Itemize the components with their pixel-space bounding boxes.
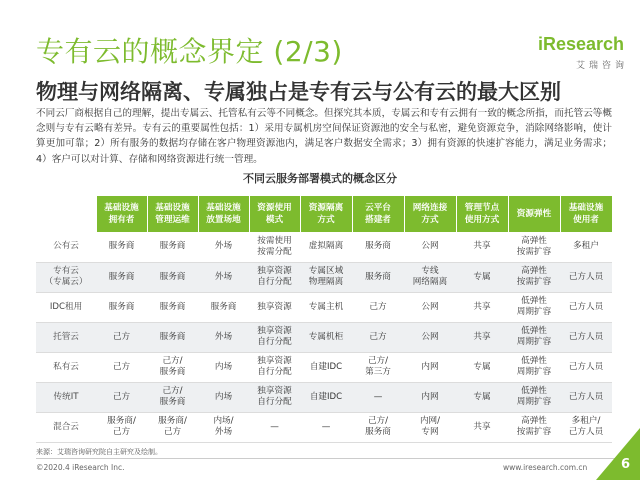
table-cell: 专属主机 [300,292,352,322]
intro-paragraph: 不同云厂商根据自己的理解，提出专属云、托管私有云等不同概念。但探究其本质，专属云和专有云拥有一致的概念所指，而托管云等概念则与专有云略有差异。专有云的重要属性包括：1）采用专属机房空间保证资源池的安全与私密，避免资源竞争，消除网络影响，使计算更加可靠；2）所有服务的数据均存储在客户物理资源池内，满足客户数据安全需求；3）拥有资源的快速扩容能力，满足业务需求；4）客户可以对计算、存储和网络资源进行统一管理。 [36,108,612,165]
table-header-cell: 基础设施 管理运维 [147,196,198,232]
header-corner-cell [36,196,96,232]
table-header-cell: 基础设施 拥有者 [96,196,147,232]
table-cell: 多租户/ 己方人员 [560,412,612,442]
table-cell: 外场 [198,262,249,292]
source-note: 来源：艾瑞咨询研究院自主研究及绘制。 [36,448,162,456]
table-cell: 己方 [96,382,147,412]
table-row [36,232,612,262]
table-cell: 公网 [404,292,456,322]
table-cell: 公网 [404,322,456,352]
table-cell: — [352,382,404,412]
logo-chinese: 艾瑞咨询 [576,61,629,71]
table-cell: 专属 [456,382,508,412]
table-cell: 己方 [352,322,404,352]
table-cell: 内网/ 专网 [404,412,456,442]
page-subtitle: 物理与网络隔离、专属独占是专有云与公有云的最大区别 [36,80,561,104]
table-cell: 高弹性 按需扩容 [508,412,560,442]
row-label-cell: IDC租用 [36,292,96,322]
table-cell: 服务商/ 己方 [147,412,198,442]
table-cell: 己方 [96,322,147,352]
table-cell: — [300,412,352,442]
copyright: ©2020.4 iResearch Inc. [36,463,125,472]
table-row [36,352,612,382]
table-cell: 服务商 [147,232,198,262]
table-cell: 低弹性 周期扩容 [508,382,560,412]
table-cell: 多租户 [560,232,612,262]
table-row [36,412,612,442]
table-cell: 内场/ 外场 [198,412,249,442]
table-cell: 己方人员 [560,382,612,412]
table-cell: 低弹性 周期扩容 [508,352,560,382]
table-cell: 专线 网络隔离 [404,262,456,292]
table-cell: 独享资源 [249,292,300,322]
row-label-cell: 专有云 （专属云） [36,262,96,292]
row-label-cell: 混合云 [36,412,96,442]
table-cell: 共享 [456,232,508,262]
table-cell: 内网 [404,352,456,382]
table-cell: 服务商 [352,262,404,292]
table-cell: 高弹性 按需扩容 [508,232,560,262]
table-cell: 己方 [352,292,404,322]
page-corner-shape [596,428,640,480]
table-cell: 专属区域 物理隔离 [300,262,352,292]
website-link[interactable]: www.iresearch.com.cn [503,463,588,472]
table-header-cell: 管理节点 使用方式 [456,196,508,232]
table-header-cell: 云平台 搭建者 [352,196,404,232]
table-header-cell: 网络连接 方式 [404,196,456,232]
table-cell: 内场 [198,382,249,412]
table-cell: 虚拟隔离 [300,232,352,262]
table-row [36,262,612,292]
table-cell: 服务商 [198,292,249,322]
table-cell: 独享资源 自行分配 [249,322,300,352]
table-cell: 己方/ 服务商 [147,352,198,382]
table-cell: 服务商 [147,262,198,292]
table-row [36,382,612,412]
table-header-cell: 基础设施 使用者 [560,196,612,232]
table-cell: 按需使用 按需分配 [249,232,300,262]
table-title: 不同云服务部署模式的概念区分 [243,172,397,185]
table-cell: 自建IDC [300,352,352,382]
table-cell: 自建IDC [300,382,352,412]
table-header-cell: 资源隔离 方式 [300,196,352,232]
table-cell: 己方/ 服务商 [352,412,404,442]
table-cell: 己方人员 [560,262,612,292]
table-cell: 己方/ 第三方 [352,352,404,382]
table-header-cell: 资源使用 模式 [249,196,300,232]
table-cell: 服务商 [352,232,404,262]
row-label-cell: 私有云 [36,352,96,382]
table-header-row [36,196,612,232]
page-number-badge [596,428,640,480]
page-title: 专有云的概念界定 (2/3) [36,35,343,68]
table-cell: 低弹性 周期扩容 [508,292,560,322]
iresearch-logo [538,34,630,74]
table-cell: 己方人员 [560,322,612,352]
row-label-cell: 公有云 [36,232,96,262]
table-cell: 服务商 [147,322,198,352]
row-label-cell: 传统IT [36,382,96,412]
table-cell: 专属 [456,352,508,382]
table-cell: 公网 [404,232,456,262]
table-cell: 专属机柜 [300,322,352,352]
footer-divider [36,458,616,459]
table-cell: 共享 [456,322,508,352]
table-cell: 服务商 [147,292,198,322]
table-cell: 专属 [456,262,508,292]
table-cell: 服务商 [96,262,147,292]
table-cell: 服务商/ 己方 [96,412,147,442]
table-cell: 服务商 [96,232,147,262]
table-cell: 独享资源 自行分配 [249,382,300,412]
table-cell: 高弹性 按需扩容 [508,262,560,292]
table-row [36,292,612,322]
table-header-cell: 基础设施 放置场地 [198,196,249,232]
table-cell: 独享资源 自行分配 [249,262,300,292]
table-cell: 内网 [404,382,456,412]
table-row [36,322,612,352]
table-cell: 己方/ 服务商 [147,382,198,412]
row-label-cell: 托管云 [36,322,96,352]
table-cell: 独享资源 自行分配 [249,352,300,382]
table-cell: 共享 [456,412,508,442]
table-header-cell: 资源弹性 [508,196,560,232]
table-cell: 外场 [198,232,249,262]
table-cell: 共享 [456,292,508,322]
logo-wordmark: iResearch [538,34,625,54]
table-cell: 己方 [96,352,147,382]
table-cell: 己方人员 [560,352,612,382]
table-cell: 己方人员 [560,292,612,322]
table-cell: 低弹性 周期扩容 [508,322,560,352]
page-number: 6 [620,457,630,472]
table-cell: 外场 [198,322,249,352]
table-cell: 服务商 [96,292,147,322]
deployment-comparison-table [36,196,613,443]
table-cell: 内场 [198,352,249,382]
table-cell: — [249,412,300,442]
